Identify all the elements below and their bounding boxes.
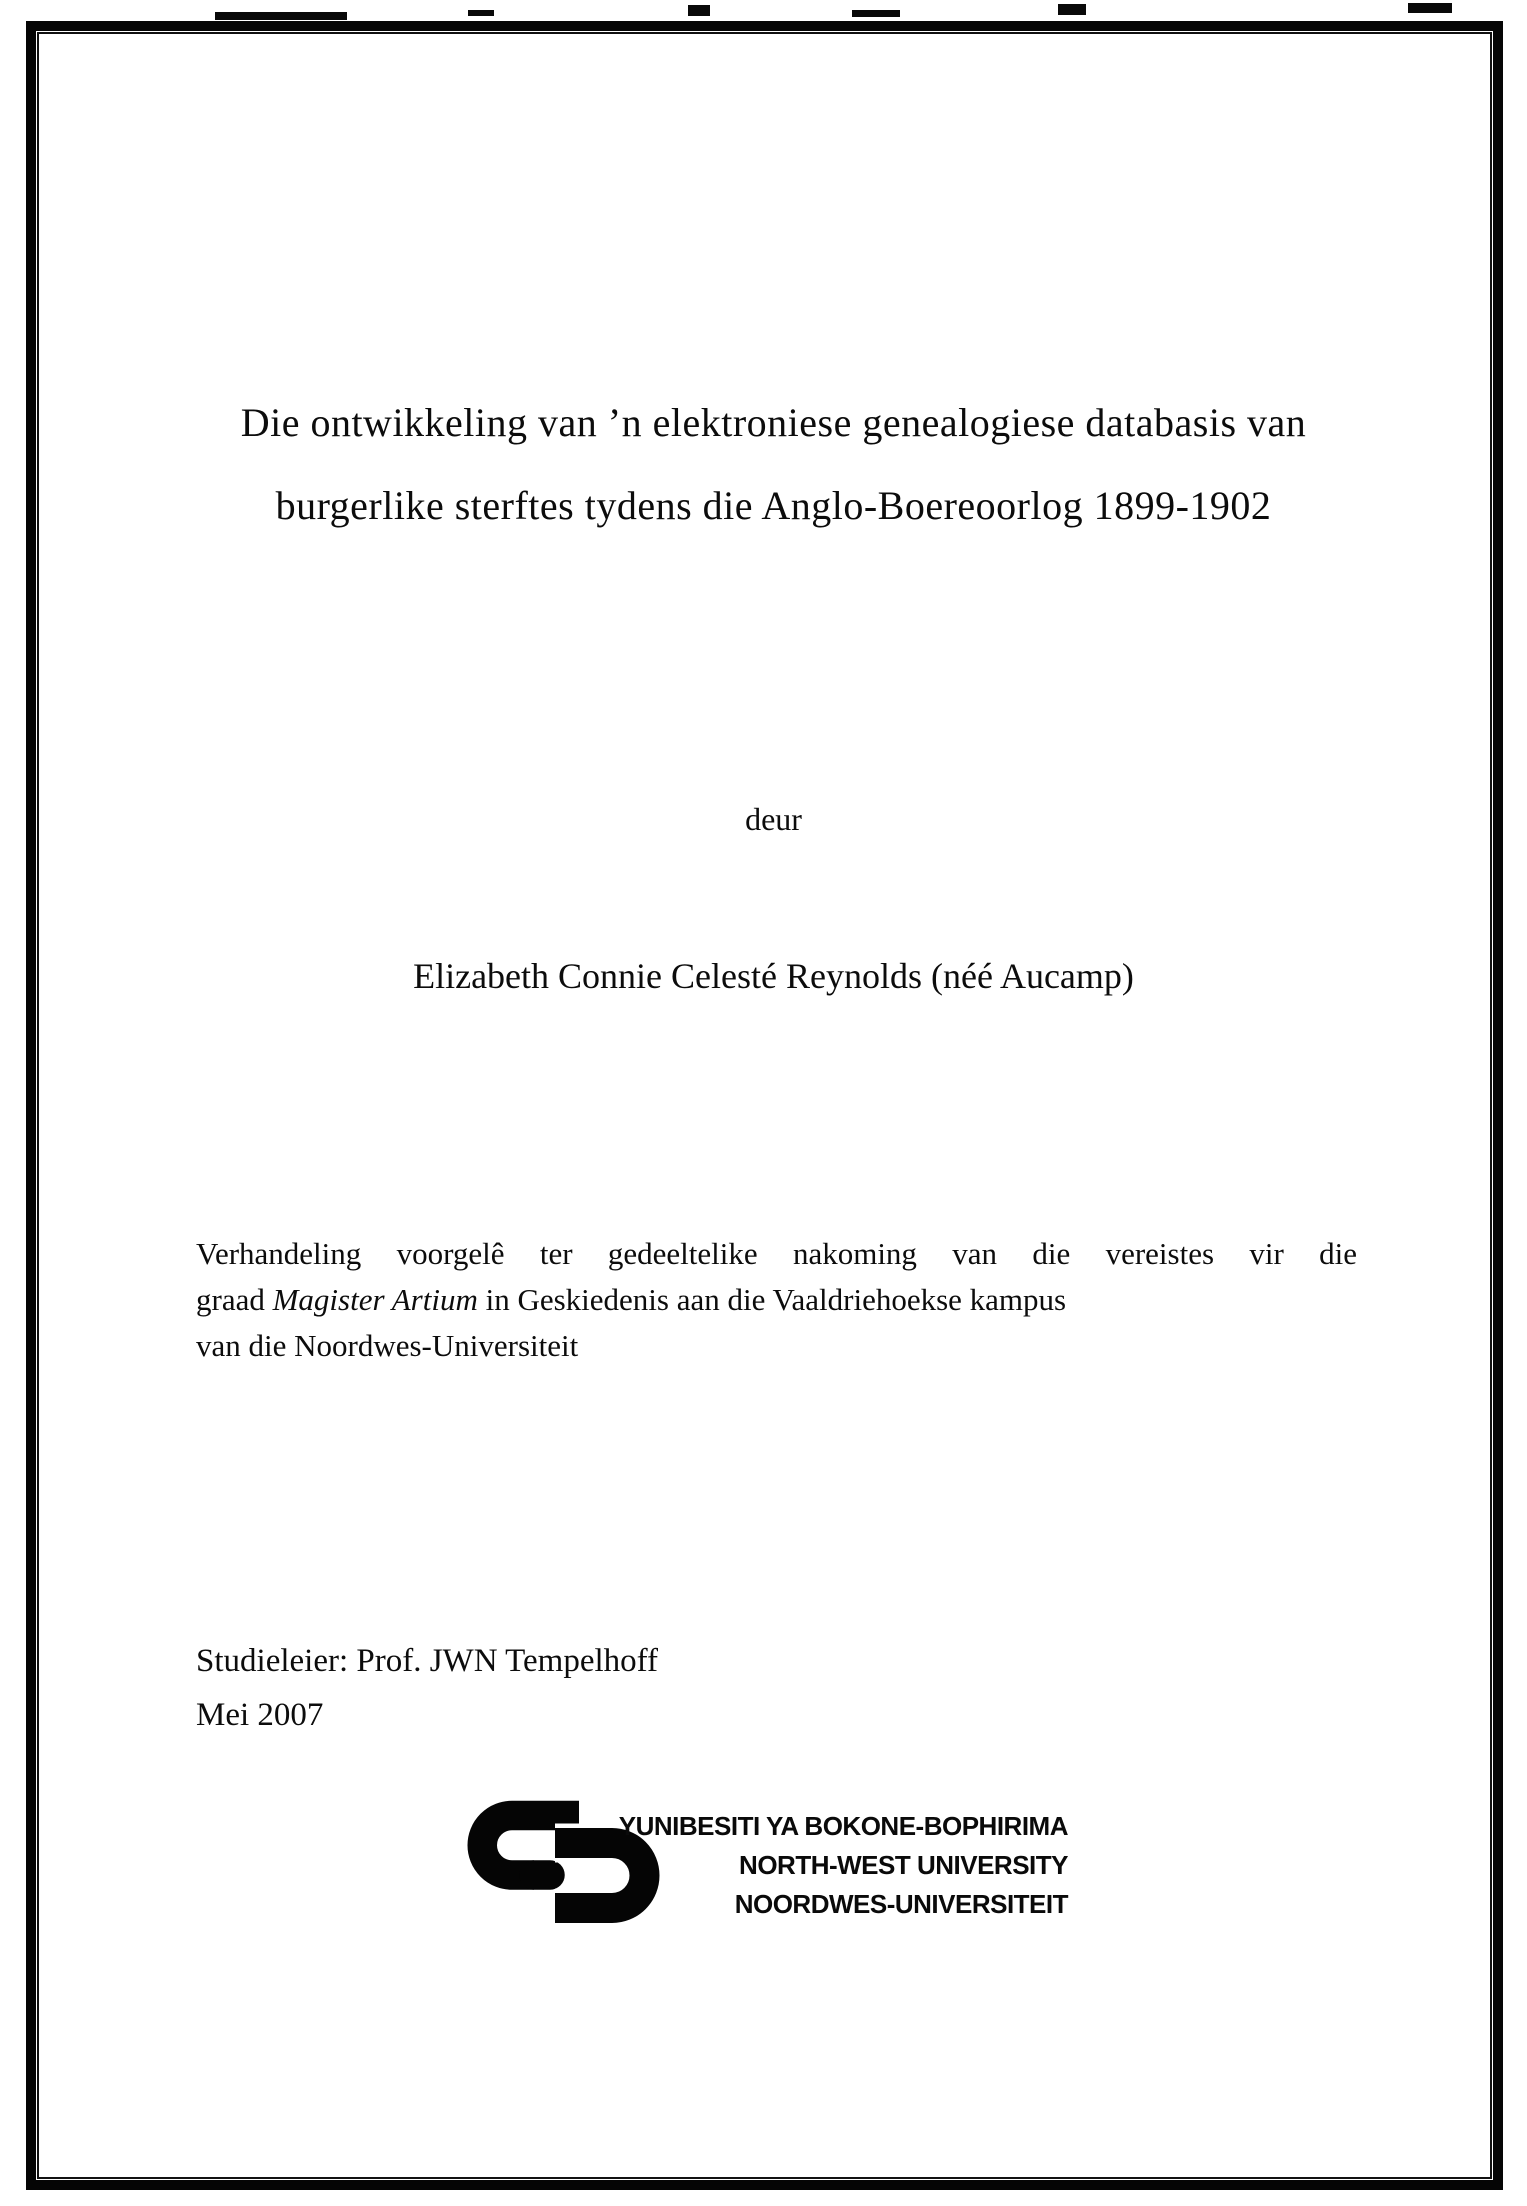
- scan-artifact: [688, 5, 710, 16]
- logo-text-setswana: YUNIBESITI YA BOKONE-BOPHIRIMA: [618, 1811, 1068, 1841]
- title-line-2: burgerlike sterftes tydens die Anglo-Boereoorlog 1899-1902: [275, 483, 1272, 528]
- statement-line-2: [196, 1277, 1357, 1323]
- scan-artifact: [1408, 3, 1452, 13]
- university-logo-text: [590, 1807, 1068, 1924]
- logo-text-english: NORTH-WEST UNIVERSITY: [739, 1850, 1068, 1880]
- submission-statement: [196, 1231, 1357, 1369]
- scan-artifact: [852, 10, 900, 17]
- statement-line-3: van die Noordwes-Universiteit: [196, 1328, 579, 1363]
- scan-artifact: [1058, 4, 1086, 15]
- statement-line-2-post: in Geskiedenis aan die Vaaldriehoekse kampus: [477, 1282, 1067, 1317]
- statement-line-1: Verhandeling voorgelê ter gedeeltelike nakoming van die vereistes vir die: [196, 1236, 1357, 1271]
- logo-text-afrikaans: NOORDWES-UNIVERSITEIT: [734, 1889, 1068, 1919]
- author-name: Elizabeth Connie Celesté Reynolds (néé Aucamp): [413, 956, 1134, 996]
- thesis-title: [60, 381, 1487, 547]
- scan-artifact: [468, 10, 494, 16]
- degree-name: Magister Artium: [272, 1282, 478, 1317]
- supervisor-line: Studieleier: Prof. JWN Tempelhoff: [196, 1643, 659, 1679]
- statement-line-2-pre: graad: [196, 1282, 273, 1317]
- date-line: Mei 2007: [196, 1697, 324, 1733]
- byline: deur: [745, 801, 802, 837]
- scan-artifact: [215, 12, 347, 20]
- university-logo: [462, 1799, 1082, 1934]
- title-line-1: Die ontwikkeling van ’n elektroniese genealogiese databasis van: [240, 400, 1307, 445]
- supervisor-block: [196, 1634, 658, 1742]
